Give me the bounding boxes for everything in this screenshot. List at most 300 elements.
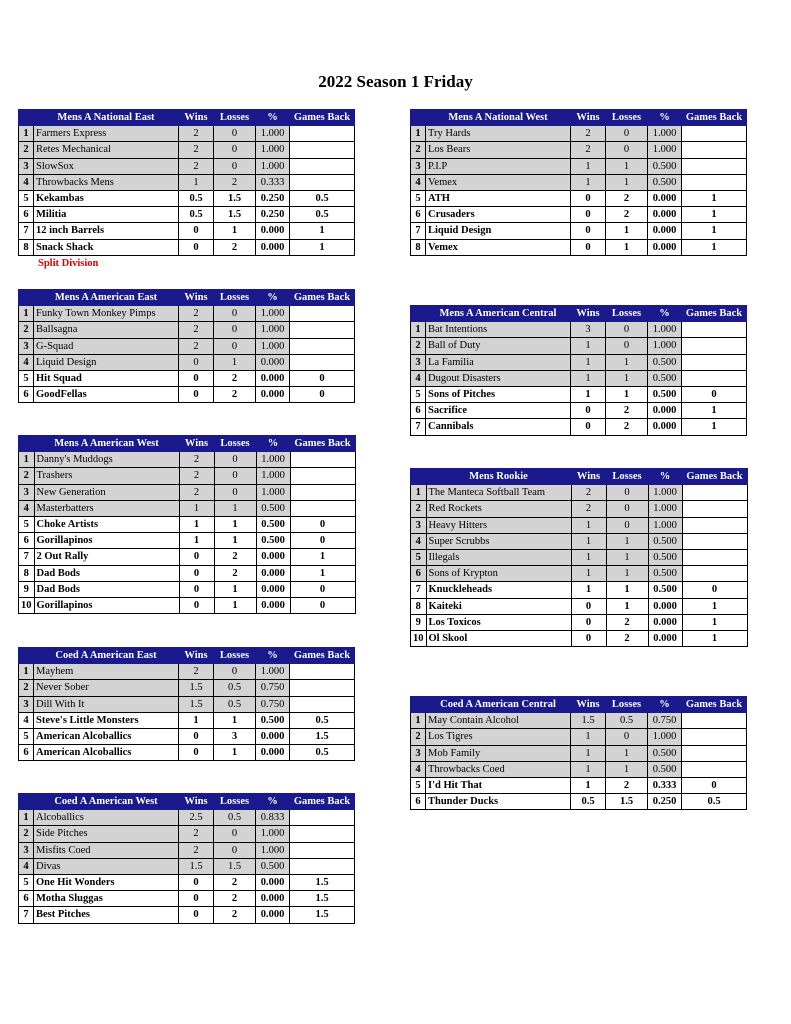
losses-cell: 1 bbox=[606, 549, 648, 565]
wins-cell: 1.5 bbox=[179, 696, 214, 712]
team-name-cell: Alcoballics bbox=[34, 810, 179, 826]
losses-cell: 0 bbox=[214, 158, 256, 174]
rank-cell: 2 bbox=[411, 142, 426, 158]
rank-cell: 4 bbox=[411, 533, 427, 549]
header-games-back: Games Back bbox=[290, 794, 355, 810]
losses-cell: 0.5 bbox=[214, 680, 256, 696]
rank-cell: 10 bbox=[411, 630, 427, 646]
rank-cell: 4 bbox=[19, 500, 35, 516]
rank-cell: 1 bbox=[19, 452, 35, 468]
team-name-cell: Bat Intentions bbox=[426, 322, 571, 338]
team-name-cell: Illegals bbox=[426, 549, 571, 565]
losses-cell: 1 bbox=[606, 354, 648, 370]
table-row bbox=[411, 322, 747, 338]
team-name-cell: Never Sober bbox=[34, 680, 179, 696]
pct-cell: 0.250 bbox=[256, 207, 290, 223]
team-name-cell: Misfits Coed bbox=[34, 842, 179, 858]
pct-cell: 0.750 bbox=[256, 696, 290, 712]
rank-cell: 4 bbox=[19, 712, 34, 728]
games-back-cell bbox=[290, 338, 355, 354]
losses-cell: 0 bbox=[214, 484, 256, 500]
losses-cell: 0 bbox=[606, 485, 648, 501]
games-back-cell: 0 bbox=[290, 581, 355, 597]
table-row bbox=[19, 858, 355, 874]
wins-cell: 0 bbox=[179, 728, 214, 744]
games-back-cell bbox=[682, 142, 747, 158]
losses-cell: 0 bbox=[606, 729, 648, 745]
rank-cell: 4 bbox=[411, 370, 426, 386]
table-row bbox=[19, 174, 355, 190]
header-blank bbox=[19, 794, 34, 810]
table-row bbox=[411, 223, 747, 239]
losses-cell: 2 bbox=[214, 239, 256, 255]
games-back-cell bbox=[290, 680, 355, 696]
header-losses: Losses bbox=[606, 306, 648, 322]
rank-cell: 1 bbox=[411, 713, 426, 729]
losses-cell: 2 bbox=[214, 387, 256, 403]
losses-cell: 1 bbox=[214, 597, 256, 613]
losses-cell: 0.5 bbox=[606, 713, 648, 729]
header-pct: % bbox=[256, 436, 290, 452]
wins-cell: 0 bbox=[571, 419, 606, 435]
table-row bbox=[19, 142, 355, 158]
games-back-cell bbox=[682, 713, 747, 729]
losses-cell: 2 bbox=[214, 874, 256, 890]
header-pct: % bbox=[648, 469, 682, 485]
wins-cell: 2.5 bbox=[179, 810, 214, 826]
games-back-cell bbox=[290, 354, 355, 370]
pct-cell: 0.250 bbox=[648, 794, 682, 810]
table-row bbox=[411, 403, 747, 419]
games-back-cell: 0.5 bbox=[290, 207, 355, 223]
games-back-cell bbox=[290, 858, 355, 874]
losses-cell: 2 bbox=[214, 174, 256, 190]
team-name-cell: Ol Skool bbox=[426, 630, 571, 646]
games-back-cell bbox=[682, 126, 747, 142]
rank-cell: 5 bbox=[19, 728, 34, 744]
table-row bbox=[19, 387, 355, 403]
table-row bbox=[411, 549, 748, 565]
wins-cell: 2 bbox=[179, 842, 214, 858]
team-name-cell: Throwbacks Mens bbox=[34, 174, 179, 190]
standings-table-mens-a-american-central bbox=[410, 305, 747, 436]
wins-cell: 2 bbox=[179, 338, 214, 354]
wins-cell: 0 bbox=[179, 907, 214, 923]
header-games-back: Games Back bbox=[682, 697, 747, 713]
rank-cell: 2 bbox=[19, 826, 34, 842]
rank-cell: 5 bbox=[19, 874, 34, 890]
team-name-cell: Side Pitches bbox=[34, 826, 179, 842]
rank-cell: 7 bbox=[19, 549, 35, 565]
table-row bbox=[411, 485, 748, 501]
losses-cell: 1 bbox=[606, 598, 648, 614]
games-back-cell bbox=[682, 533, 747, 549]
games-back-cell: 1 bbox=[682, 239, 747, 255]
losses-cell: 0 bbox=[214, 826, 256, 842]
rank-cell: 10 bbox=[19, 597, 35, 613]
table-header-row bbox=[411, 697, 747, 713]
header-pct: % bbox=[256, 794, 290, 810]
team-name-cell: The Manteca Softball Team bbox=[426, 485, 571, 501]
rank-cell: 6 bbox=[19, 533, 35, 549]
pct-cell: 0.000 bbox=[648, 614, 682, 630]
table-title: Coed A American West bbox=[34, 794, 179, 810]
games-back-cell: 1 bbox=[682, 207, 747, 223]
standings-table-mens-a-national-east bbox=[18, 109, 355, 256]
table-header-row bbox=[19, 648, 355, 664]
games-back-cell bbox=[290, 468, 355, 484]
pct-cell: 0.000 bbox=[648, 207, 682, 223]
rank-cell: 6 bbox=[411, 794, 426, 810]
team-name-cell: American Alcoballics bbox=[34, 745, 179, 761]
wins-cell: 0 bbox=[179, 549, 214, 565]
wins-cell: 0 bbox=[571, 403, 606, 419]
team-name-cell: Liquid Design bbox=[34, 354, 179, 370]
pct-cell: 1.000 bbox=[256, 338, 290, 354]
pct-cell: 0.000 bbox=[256, 581, 290, 597]
games-back-cell: 0.5 bbox=[682, 794, 747, 810]
rank-cell: 8 bbox=[411, 239, 426, 255]
wins-cell: 0 bbox=[179, 745, 214, 761]
rank-cell: 6 bbox=[411, 566, 427, 582]
table-row bbox=[411, 745, 747, 761]
games-back-cell: 1.5 bbox=[290, 907, 355, 923]
rank-cell: 8 bbox=[19, 565, 35, 581]
team-name-cell: Funky Town Monkey Pimps bbox=[34, 306, 179, 322]
games-back-cell: 0.5 bbox=[290, 712, 355, 728]
rank-cell: 3 bbox=[411, 745, 426, 761]
losses-cell: 1.5 bbox=[606, 794, 648, 810]
standings-table-coed-a-american-central bbox=[410, 696, 747, 810]
header-losses: Losses bbox=[214, 794, 256, 810]
table-row bbox=[19, 874, 355, 890]
table-title: Mens Rookie bbox=[426, 469, 571, 485]
pct-cell: 0.000 bbox=[256, 239, 290, 255]
losses-cell: 1 bbox=[214, 581, 256, 597]
team-name-cell: Los Bears bbox=[426, 142, 571, 158]
split-division-note: Split Division bbox=[38, 258, 99, 269]
team-name-cell: Danny's Muddogs bbox=[34, 452, 179, 468]
table-row bbox=[411, 338, 747, 354]
wins-cell: 0 bbox=[179, 239, 214, 255]
header-wins: Wins bbox=[571, 306, 606, 322]
table-title: Mens A American East bbox=[34, 290, 179, 306]
pct-cell: 0.000 bbox=[256, 745, 290, 761]
table-row bbox=[411, 386, 747, 402]
team-name-cell: Thunder Ducks bbox=[426, 794, 571, 810]
header-blank bbox=[411, 306, 426, 322]
games-back-cell bbox=[682, 174, 747, 190]
wins-cell: 2 bbox=[179, 158, 214, 174]
header-pct: % bbox=[256, 648, 290, 664]
pct-cell: 1.000 bbox=[256, 826, 290, 842]
header-losses: Losses bbox=[214, 436, 256, 452]
games-back-cell: 0 bbox=[290, 533, 355, 549]
losses-cell: 0.5 bbox=[214, 810, 256, 826]
pct-cell: 0.500 bbox=[648, 533, 682, 549]
pct-cell: 1.000 bbox=[256, 126, 290, 142]
table-row bbox=[411, 713, 747, 729]
rank-cell: 1 bbox=[19, 306, 34, 322]
games-back-cell bbox=[682, 485, 747, 501]
rank-cell: 3 bbox=[19, 338, 34, 354]
wins-cell: 1 bbox=[571, 566, 606, 582]
wins-cell: 1 bbox=[179, 712, 214, 728]
games-back-cell: 0 bbox=[682, 582, 747, 598]
pct-cell: 0.833 bbox=[256, 810, 290, 826]
losses-cell: 2 bbox=[606, 403, 648, 419]
losses-cell: 2 bbox=[214, 565, 256, 581]
wins-cell: 0 bbox=[179, 874, 214, 890]
table-row bbox=[19, 891, 355, 907]
games-back-cell bbox=[682, 566, 747, 582]
games-back-cell: 1 bbox=[682, 403, 747, 419]
pct-cell: 0.333 bbox=[648, 777, 682, 793]
pct-cell: 0.000 bbox=[256, 354, 290, 370]
wins-cell: 1.5 bbox=[179, 680, 214, 696]
team-name-cell: Farmers Express bbox=[34, 126, 179, 142]
games-back-cell: 0.5 bbox=[290, 745, 355, 761]
games-back-cell bbox=[682, 501, 747, 517]
wins-cell: 1 bbox=[571, 549, 606, 565]
team-name-cell: Dugout Disasters bbox=[426, 370, 571, 386]
losses-cell: 2 bbox=[214, 549, 256, 565]
team-name-cell: Dad Bods bbox=[34, 581, 179, 597]
header-blank bbox=[411, 469, 427, 485]
team-name-cell: American Alcoballics bbox=[34, 728, 179, 744]
games-back-cell bbox=[682, 745, 747, 761]
wins-cell: 0 bbox=[179, 565, 214, 581]
rank-cell: 2 bbox=[19, 142, 34, 158]
wins-cell: 0 bbox=[179, 597, 214, 613]
games-back-cell bbox=[290, 484, 355, 500]
table-row bbox=[411, 517, 748, 533]
rank-cell: 9 bbox=[411, 614, 427, 630]
table-row bbox=[411, 207, 747, 223]
wins-cell: 0 bbox=[571, 614, 606, 630]
team-name-cell: Retes Mechanical bbox=[34, 142, 179, 158]
pct-cell: 0.750 bbox=[256, 680, 290, 696]
pct-cell: 0.000 bbox=[256, 549, 290, 565]
rank-cell: 6 bbox=[19, 745, 34, 761]
wins-cell: 2 bbox=[179, 142, 214, 158]
table-row bbox=[411, 794, 747, 810]
team-name-cell: Liquid Design bbox=[426, 223, 571, 239]
games-back-cell bbox=[290, 142, 355, 158]
team-name-cell: Mayhem bbox=[34, 664, 179, 680]
games-back-cell: 1 bbox=[290, 239, 355, 255]
team-name-cell: Los Tigres bbox=[426, 729, 571, 745]
table-row bbox=[411, 239, 747, 255]
table-row bbox=[19, 581, 356, 597]
losses-cell: 1.5 bbox=[214, 858, 256, 874]
team-name-cell: Motha Sluggas bbox=[34, 891, 179, 907]
table-header-row bbox=[19, 290, 355, 306]
wins-cell: 1 bbox=[571, 386, 606, 402]
pct-cell: 0.500 bbox=[648, 354, 682, 370]
games-back-cell: 1 bbox=[290, 549, 355, 565]
header-games-back: Games Back bbox=[290, 290, 355, 306]
games-back-cell: 0.5 bbox=[290, 190, 355, 206]
pct-cell: 0.000 bbox=[648, 630, 682, 646]
pct-cell: 0.000 bbox=[648, 403, 682, 419]
losses-cell: 1 bbox=[214, 500, 256, 516]
wins-cell: 2 bbox=[179, 126, 214, 142]
table-row bbox=[19, 565, 356, 581]
games-back-cell: 1 bbox=[682, 614, 747, 630]
wins-cell: 2 bbox=[571, 142, 606, 158]
pct-cell: 0.500 bbox=[256, 858, 290, 874]
pct-cell: 1.000 bbox=[256, 842, 290, 858]
pct-cell: 1.000 bbox=[256, 142, 290, 158]
wins-cell: 1 bbox=[571, 338, 606, 354]
rank-cell: 1 bbox=[19, 810, 34, 826]
team-name-cell: Militia bbox=[34, 207, 179, 223]
games-back-cell bbox=[290, 452, 355, 468]
team-name-cell: P.I.P bbox=[426, 158, 571, 174]
rank-cell: 4 bbox=[19, 174, 34, 190]
table-row bbox=[411, 777, 747, 793]
pct-cell: 0.750 bbox=[648, 713, 682, 729]
games-back-cell bbox=[682, 729, 747, 745]
wins-cell: 2 bbox=[179, 468, 214, 484]
rank-cell: 6 bbox=[411, 207, 426, 223]
table-row bbox=[19, 597, 356, 613]
table-row bbox=[411, 174, 747, 190]
losses-cell: 1 bbox=[606, 745, 648, 761]
table-row bbox=[19, 842, 355, 858]
pct-cell: 0.000 bbox=[256, 874, 290, 890]
wins-cell: 0.5 bbox=[179, 207, 214, 223]
losses-cell: 0 bbox=[606, 322, 648, 338]
pct-cell: 0.500 bbox=[256, 712, 290, 728]
rank-cell: 5 bbox=[19, 516, 35, 532]
header-wins: Wins bbox=[179, 290, 214, 306]
table-row bbox=[19, 516, 356, 532]
wins-cell: 2 bbox=[179, 664, 214, 680]
wins-cell: 0 bbox=[571, 190, 606, 206]
header-losses: Losses bbox=[606, 697, 648, 713]
table-row bbox=[19, 907, 355, 923]
table-row bbox=[19, 306, 355, 322]
table-row bbox=[19, 696, 355, 712]
losses-cell: 0 bbox=[214, 126, 256, 142]
table-row bbox=[19, 370, 355, 386]
rank-cell: 1 bbox=[19, 126, 34, 142]
losses-cell: 0 bbox=[214, 306, 256, 322]
losses-cell: 2 bbox=[606, 207, 648, 223]
pct-cell: 0.500 bbox=[648, 386, 682, 402]
games-back-cell bbox=[290, 126, 355, 142]
team-name-cell: One Hit Wonders bbox=[34, 874, 179, 890]
team-name-cell: La Familia bbox=[426, 354, 571, 370]
wins-cell: 1 bbox=[179, 174, 214, 190]
losses-cell: 2 bbox=[606, 777, 648, 793]
pct-cell: 1.000 bbox=[256, 306, 290, 322]
table-row bbox=[19, 338, 355, 354]
games-back-cell: 0 bbox=[682, 386, 747, 402]
pct-cell: 1.000 bbox=[648, 729, 682, 745]
pct-cell: 0.000 bbox=[648, 239, 682, 255]
games-back-cell bbox=[682, 370, 747, 386]
team-name-cell: Cannibals bbox=[426, 419, 571, 435]
games-back-cell bbox=[682, 322, 747, 338]
table-header-row bbox=[19, 794, 355, 810]
header-games-back: Games Back bbox=[290, 436, 355, 452]
losses-cell: 2 bbox=[214, 891, 256, 907]
wins-cell: 0 bbox=[179, 891, 214, 907]
table-row bbox=[19, 810, 355, 826]
losses-cell: 1 bbox=[214, 745, 256, 761]
pct-cell: 0.500 bbox=[648, 549, 682, 565]
losses-cell: 1 bbox=[606, 566, 648, 582]
games-back-cell bbox=[290, 174, 355, 190]
header-losses: Losses bbox=[606, 110, 648, 126]
table-title: Mens A National West bbox=[426, 110, 571, 126]
team-name-cell: Kekambas bbox=[34, 190, 179, 206]
losses-cell: 0 bbox=[606, 142, 648, 158]
table-title: Mens A National East bbox=[34, 110, 179, 126]
losses-cell: 0.5 bbox=[214, 696, 256, 712]
table-row bbox=[411, 533, 748, 549]
pct-cell: 1.000 bbox=[256, 468, 290, 484]
team-name-cell: SlowSox bbox=[34, 158, 179, 174]
table-row bbox=[411, 566, 748, 582]
games-back-cell bbox=[682, 761, 747, 777]
losses-cell: 2 bbox=[606, 630, 648, 646]
standings-table-mens-a-american-east bbox=[18, 289, 355, 403]
header-blank bbox=[19, 436, 35, 452]
pct-cell: 0.000 bbox=[648, 223, 682, 239]
wins-cell: 1 bbox=[571, 370, 606, 386]
losses-cell: 0 bbox=[606, 517, 648, 533]
rank-cell: 3 bbox=[19, 696, 34, 712]
wins-cell: 2 bbox=[179, 826, 214, 842]
header-losses: Losses bbox=[214, 110, 256, 126]
header-losses: Losses bbox=[214, 648, 256, 664]
header-wins: Wins bbox=[179, 794, 214, 810]
pct-cell: 0.000 bbox=[256, 223, 290, 239]
team-name-cell: Trashers bbox=[34, 468, 179, 484]
header-wins: Wins bbox=[571, 697, 606, 713]
pct-cell: 0.000 bbox=[648, 598, 682, 614]
team-name-cell: Sons of Krypton bbox=[426, 566, 571, 582]
table-row bbox=[19, 158, 355, 174]
team-name-cell: Best Pitches bbox=[34, 907, 179, 923]
games-back-cell bbox=[290, 696, 355, 712]
games-back-cell bbox=[682, 517, 747, 533]
losses-cell: 1 bbox=[606, 582, 648, 598]
table-row bbox=[19, 826, 355, 842]
losses-cell: 0 bbox=[214, 468, 256, 484]
table-title: Mens A American West bbox=[34, 436, 179, 452]
team-name-cell: Try Hards bbox=[426, 126, 571, 142]
table-row bbox=[411, 126, 747, 142]
table-header-row bbox=[411, 306, 747, 322]
pct-cell: 1.000 bbox=[648, 517, 682, 533]
rank-cell: 6 bbox=[19, 387, 34, 403]
wins-cell: 1 bbox=[571, 582, 606, 598]
wins-cell: 1 bbox=[571, 533, 606, 549]
header-games-back: Games Back bbox=[290, 110, 355, 126]
losses-cell: 2 bbox=[214, 907, 256, 923]
pct-cell: 0.000 bbox=[648, 419, 682, 435]
wins-cell: 1.5 bbox=[179, 858, 214, 874]
rank-cell: 5 bbox=[411, 777, 426, 793]
team-name-cell: Mob Family bbox=[426, 745, 571, 761]
standings-table-mens-a-american-west bbox=[18, 435, 356, 614]
rank-cell: 6 bbox=[411, 403, 426, 419]
